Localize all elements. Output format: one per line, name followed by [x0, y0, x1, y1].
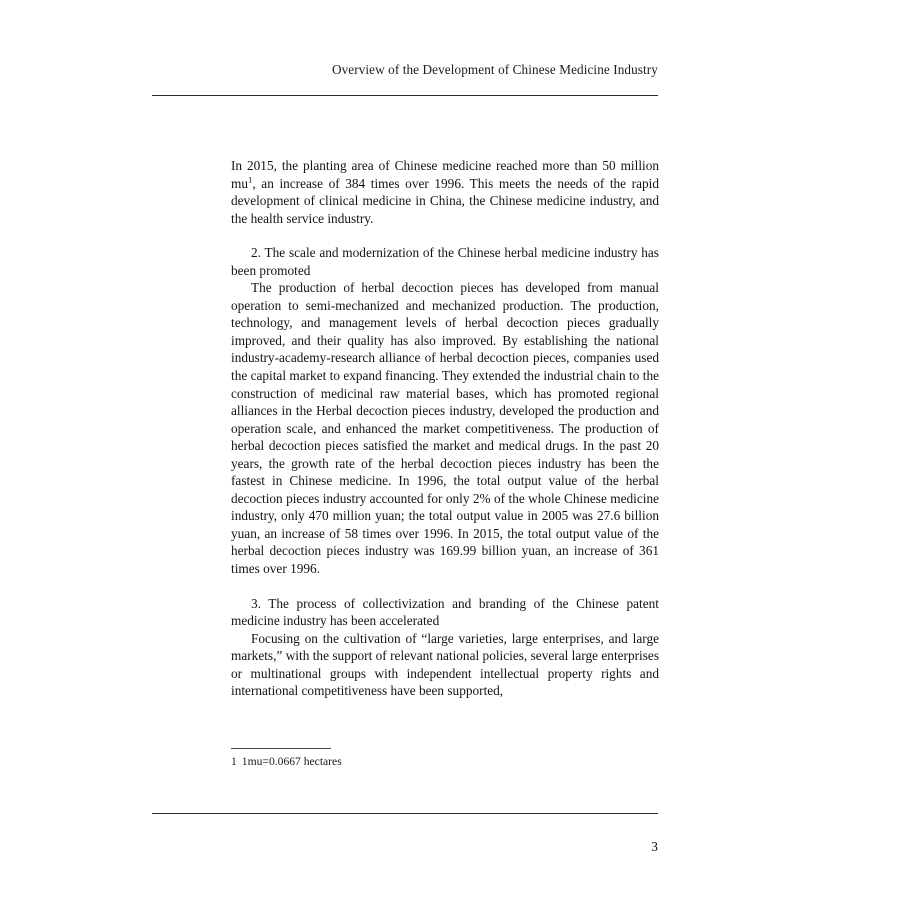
footnote-separator-rule — [231, 748, 331, 749]
footnote-number: 1 — [231, 755, 237, 768]
paragraph-text-after-footnote-ref: , an increase of 384 times over 1996. This meets the needs of the rapid development of clinical medicine in China, the Chinese medicine industry, and the health service industry. — [231, 175, 659, 226]
footnote-block — [231, 748, 659, 769]
footnote-text: 1mu=0.0667 hectares — [241, 755, 342, 768]
paragraph-planting-area — [231, 157, 659, 227]
footnote-reference-marker[interactable]: 1 — [248, 174, 253, 185]
page-number: 3 — [651, 839, 658, 854]
header-rule — [152, 95, 658, 96]
section-heading-3: 3. The process of collectivization and branding of the Chinese patent medicine industry has been accelerated — [231, 595, 659, 629]
body-text-column — [231, 157, 659, 700]
section-heading-2: 2. The scale and modernization of the Chinese herbal medicine industry has been promoted — [231, 245, 659, 278]
footnote-entry — [231, 754, 659, 769]
paragraph-text-before-footnote-ref: In 2015, the planting area of Chinese medicine reached more than 50 million mu — [231, 158, 659, 191]
footer-rule — [152, 813, 658, 814]
paragraph-herbal-decoction-pieces: The production of herbal decoction pieces has developed from manual operation to semi-mechanized and mechanized production. The production, technology, and management levels of herbal decoction pieces gradually improved, and their quality has also improved. By establishing the national industry-academy-research alliance of herbal decoction pieces, companies used the capital market to expand financing. They extended the industrial chain to the construction of medicinal raw material bases, which has promoted regional alliances in the Herbal decoction pieces industry, developed the production and operation scale, and enhanced the market competitiveness. The production of herbal decoction pieces satisfied the market and medical drugs. In the past 20 years, the growth rate of the herbal decoction pieces industry has been the fastest in Chinese medicine. In 1996, the total output value of the herbal decoction pieces industry accounted for only 2% of the whole Chinese medicine industry, only 470 million yuan; the total output value in 2005 was 27.6 billion yuan, an increase of 58 times over 1996. In 2015, the total output value of the herbal decoction pieces industry was 169.99 billion yuan, an increase of 361 times over 1996. — [231, 280, 659, 577]
paragraph-large-varieties: Focusing on the cultivation of “large varieties, large enterprises, and large markets,” with the support of relevant national policies, several large enterprises or multinational groups with independent intellectual property rights and international competitiveness have been supported, — [231, 630, 659, 699]
running-head: Overview of the Development of Chinese Medicine Industry — [331, 62, 658, 77]
